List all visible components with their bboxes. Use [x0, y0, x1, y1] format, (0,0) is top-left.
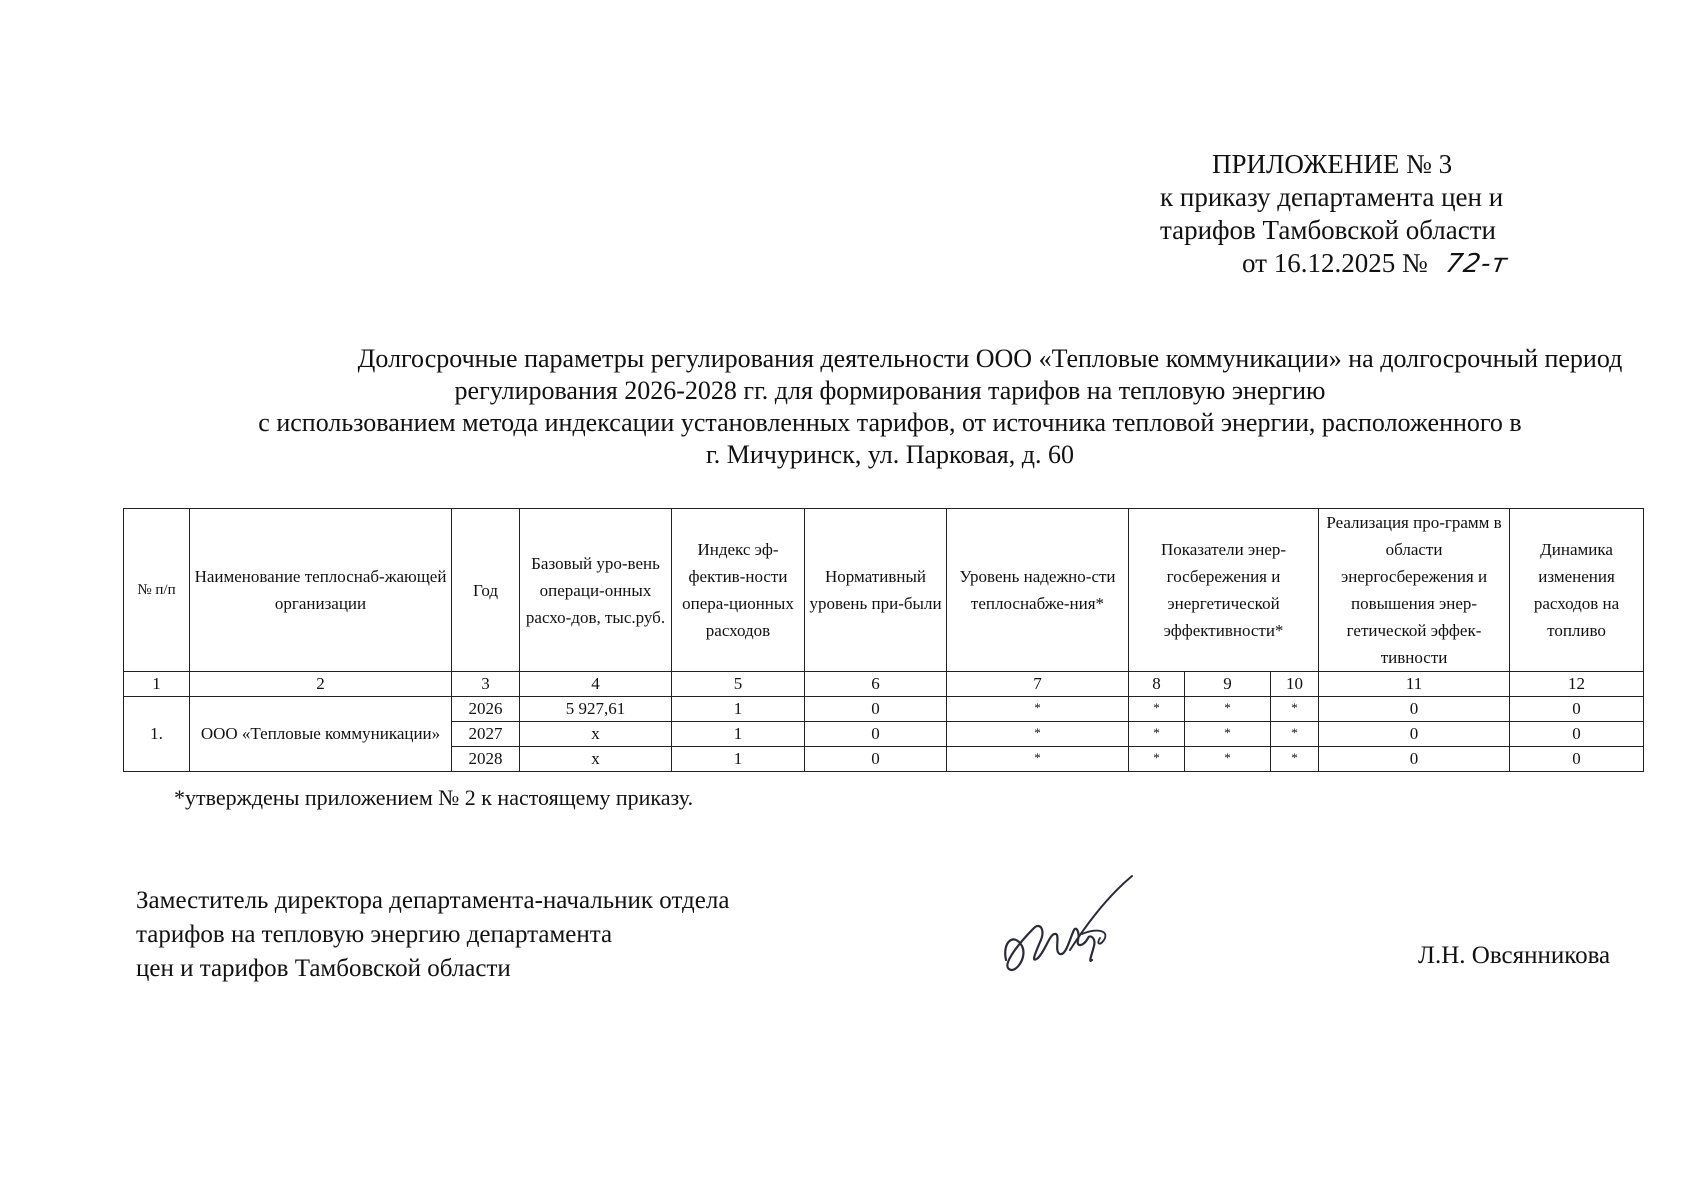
cell-energy-8: * [1129, 697, 1185, 722]
organization-name: ООО «Тепловые коммуникации» [190, 697, 452, 772]
cell-reliability: * [947, 722, 1129, 747]
column-number-row [124, 672, 1644, 697]
column-number: 4 [520, 672, 672, 697]
column-number: 10 [1271, 672, 1319, 697]
table-header-row [124, 509, 1644, 672]
appendix-line-3 [1100, 247, 1540, 281]
column-number: 1 [124, 672, 190, 697]
signer-line-3: цен и тарифов Тамбовской области [136, 955, 511, 982]
signer-line-2: тарифов на тепловую энергию департамента [136, 921, 613, 948]
cell-year: 2027 [452, 722, 520, 747]
cell-energy-10: * [1271, 747, 1319, 772]
appendix-header [1100, 148, 1540, 281]
appendix-title: ПРИЛОЖЕНИЕ № 3 [1212, 149, 1453, 179]
signer-line-1: Заместитель директора департамента-начальник отдела [136, 887, 730, 914]
cell-profit-level: 0 [805, 722, 947, 747]
cell-programs: 0 [1319, 697, 1510, 722]
cell-programs: 0 [1319, 747, 1510, 772]
cell-profit-level: 0 [805, 697, 947, 722]
cell-profit-level: 0 [805, 747, 947, 772]
title-line-4: г. Мичуринск, ул. Парковая, д. 60 [706, 440, 1074, 469]
cell-year: 2028 [452, 747, 520, 772]
column-number: 3 [452, 672, 520, 697]
cell-efficiency-index: 1 [672, 747, 805, 772]
cell-efficiency-index: 1 [672, 697, 805, 722]
cell-base-level: 5 927,61 [520, 697, 672, 722]
column-number: 6 [805, 672, 947, 697]
column-number: 12 [1510, 672, 1644, 697]
title-line-1: Долгосрочные параметры регулирования деятельности ООО «Тепловые коммуникации» на долгосрочный период [357, 344, 1623, 373]
cell-reliability: * [947, 697, 1129, 722]
cell-year: 2026 [452, 697, 520, 722]
appendix-line-1: к приказу департамента цен и [1160, 182, 1504, 212]
header-organization: Наименование теплоснаб-жающей организации [190, 509, 452, 672]
header-reliability: Уровень надежно-сти теплоснабже-ния* [947, 509, 1129, 672]
header-fuel-dynamics: Динамика изменения расходов на топливо [1510, 509, 1644, 672]
column-number: 2 [190, 672, 452, 697]
cell-energy-9: * [1185, 747, 1271, 772]
parameters-table [123, 508, 1644, 772]
header-profit-level: Нормативный уровень при-были [805, 509, 947, 672]
order-date: от 16.12.2025 № [1242, 248, 1428, 278]
cell-base-level: х [520, 722, 672, 747]
cell-fuel: 0 [1510, 722, 1644, 747]
column-number: 7 [947, 672, 1129, 697]
header-num: № п/п [124, 509, 190, 672]
signer-position [136, 884, 729, 986]
document-title [120, 343, 1660, 471]
header-base-level: Базовый уро-вень операци-онных расхо-дов, тыс.руб. [520, 509, 672, 672]
header-energy-efficiency: Показатели энер-госбережения и энергетической эффективности* [1129, 509, 1319, 672]
row-number: 1. [124, 697, 190, 772]
appendix-line-2: тарифов Тамбовской области [1160, 215, 1496, 245]
column-number: 5 [672, 672, 805, 697]
cell-energy-8: * [1129, 747, 1185, 772]
signer-name: Л.Н. Овсянникова [1418, 942, 1611, 969]
cell-fuel: 0 [1510, 747, 1644, 772]
cell-energy-9: * [1185, 722, 1271, 747]
signature-icon [1000, 872, 1150, 982]
cell-programs: 0 [1319, 722, 1510, 747]
table-row [124, 697, 1644, 722]
cell-efficiency-index: 1 [672, 722, 805, 747]
column-number: 11 [1319, 672, 1510, 697]
header-year: Год [452, 509, 520, 672]
cell-base-level: х [520, 747, 672, 772]
cell-energy-10: * [1271, 722, 1319, 747]
footnote: *утверждены приложением № 2 к настоящему приказу. [174, 785, 694, 810]
order-number-handwritten: 72-т [1443, 249, 1511, 279]
cell-energy-8: * [1129, 722, 1185, 747]
title-line-2: регулирования 2026-2028 гг. для формирования тарифов на тепловую энергию [454, 376, 1326, 405]
cell-energy-9: * [1185, 697, 1271, 722]
column-number: 9 [1185, 672, 1271, 697]
cell-reliability: * [947, 747, 1129, 772]
header-programs: Реализация про-грамм в области энергосбережения и повышения энер-гетической эффек-тивности [1319, 509, 1510, 672]
header-efficiency-index: Индекс эф-фектив-ности опера-ционных расходов [672, 509, 805, 672]
cell-fuel: 0 [1510, 697, 1644, 722]
cell-energy-10: * [1271, 697, 1319, 722]
title-line-3: с использованием метода индексации установленных тарифов, от источника тепловой энергии, расположенного в [258, 408, 1522, 437]
column-number: 8 [1129, 672, 1185, 697]
